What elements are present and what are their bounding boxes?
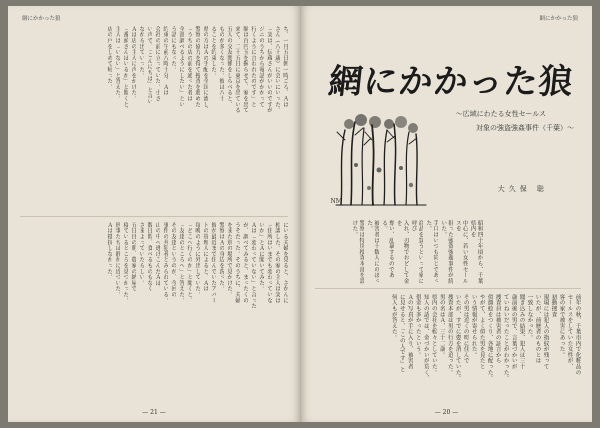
text-column: 「住所はいまでも変わっていな [266,222,273,304]
text-column: 捜査員は被害者の証言から [494,294,501,364]
right-page-number: — 20 — [434,409,459,416]
article-subtitle-line-1: 〜広域にわたる女性セールス [455,110,546,118]
text-column: トの管理人によると、Ａは [202,222,209,292]
left-page [8,6,301,422]
text-column: 歳前後の男で、言葉づかいが [510,294,517,370]
text-column: い声で、「こんにちは」と言い [146,26,153,105]
right-upper-tier-text [315,220,483,284]
text-column: 前年の秋、千葉市内で化粧品の [574,294,581,376]
text-column: 一致しなかった。 [526,294,533,341]
text-column: が、調べてみると、まったくの [242,222,249,304]
text-column: いたが、すでに姿を消していた。 [454,294,461,381]
text-column: 刑事たちは静かに近づいた。 [114,222,121,298]
right-tier-rule [315,288,581,289]
text-column: にいる夫婦を見ると、さかんに [282,222,288,304]
text-column: 五人の交友関係をしらべると、 [226,26,233,108]
text-column: いか」とＡに聞いてみた。 [258,222,265,292]
text-column: 手口はいつも同じであった。 [425,220,439,284]
text-column: に見せると、「この人です」と [398,294,405,373]
text-column: 県内の会社を転々としていた。 [430,294,437,376]
text-column: 「友達のところへ」と答えた。 [178,222,185,304]
magazine-spread [8,6,592,422]
text-column: 相談した。その家の主人は実は [274,222,281,304]
left-running-head: 網にかかった狼 [22,16,61,22]
text-column: 額は百円玉を握らせて、家を出て [242,26,249,113]
left-page-number: — 21 — [142,409,166,416]
text-column: さん（八十歳）に会いにいった。 [274,26,281,113]
text-column: ることを約束した。 [210,26,217,79]
text-column: 彼が最近まで住んでいたアパー [210,222,217,304]
text-column: 五日目の朝、農家の納屋で [130,222,137,292]
text-column: う話にもなった。 [170,26,177,73]
text-column: 行くように言われたのです」と [250,26,257,108]
article-subtitle-line-2: 対象の強盗強姦事件（千葉）〜 [476,124,574,132]
text-column: 全部調べるようにしたい」とい [178,26,185,108]
text-column: 奪い、乱暴するのである。 [381,220,394,278]
text-column: 主人は「いない」と答えた。 [114,26,121,102]
text-column: 似顔絵をつくり、各地に配った。 [486,294,493,381]
text-column: ち、一月五日朝一時ごろ、Ａは [282,26,288,108]
text-column: 県の方はＡの手配を全国に流し、 [202,26,209,113]
text-column: いたが、前歴者のものとは [534,294,541,364]
text-column: 数日間、食べるものもなく [146,222,153,292]
text-column: 捜査本部は男の行方を追った。 [446,294,453,376]
text-column: 「どこへ行くのか」と聞くと、 [186,222,193,304]
text-column: その男は近くの町に住んで [462,294,469,364]
text-column: 警察は特別捜査本部を設けた。 [351,220,365,284]
text-column: 「実は、伝蔵さんがいいのですが [266,26,273,113]
text-column: さまよっていたらしい。 [138,222,145,286]
text-column: 会社の前に立っていた。小さ [154,26,161,102]
text-column: ながら出ていった。 [138,26,145,79]
text-column: 入れ、刃物でおどして金を [395,220,409,284]
forest-sketch-illustration [331,110,431,210]
text-column: 初動捜査 [550,294,557,318]
text-column: 中心に、若い女性セールスを [454,220,468,284]
text-column: 警察の協力を得て捜査を進めた [194,26,201,108]
text-column: いう情報が寄せられた。 [470,294,477,358]
text-column: 店の戸をしめて帰った。 [106,26,113,90]
text-column: 被害者は十数人にのぼった。 [366,220,380,284]
text-column: セールスをしていた女性が、 [566,294,573,370]
right-running-head: 網にかかった狼 [539,16,578,22]
text-column: ていねいだったことがわかった。 [502,294,509,381]
left-tier-rule [20,216,288,217]
text-column: をまた別の場所で見かけた。 [226,222,233,298]
text-column: 昭和四十年頃から、千葉県内を [469,220,483,284]
article-author: 大久保 聡 [497,185,548,193]
text-column: Ａは店の主人に声をかけた。 [130,26,137,102]
text-column: 約束の午前八時十分、Ａは [162,26,169,96]
text-column: 借金も多かったという。 [414,294,421,358]
text-column: 男の名はＡ、三十二歳。 [438,294,445,358]
text-column: うそだった。そのうちに、夫婦 [234,222,241,304]
text-column: 狙った強盗強姦事件が続いた。 [440,220,453,284]
text-column: 警察はＡの身辺を洗った。 [218,222,225,292]
left-upper-tier-text [20,26,288,212]
text-column: 毎晩のように外出していた。 [194,222,201,298]
text-column: 寝ているところを見つかった。 [122,222,129,304]
right-lower-tier-text [315,294,581,400]
text-column: ジニのうちから電話がかかって [258,26,265,108]
article-title: 網にかかった狼 [326,62,576,102]
left-lower-tier-text [20,222,288,398]
text-column: 山の中へ逃げこんだＡは、 [154,222,161,292]
right-page [301,6,593,422]
text-column: 「番頭さんはいるか」と聞くと、 [122,26,129,113]
text-column: 客の家で被害にあった。 [558,294,565,358]
text-column: 現場には犯人の指紋が残って [542,294,549,370]
text-column: 「うちの店の前を通った者は [186,26,193,102]
text-column: Ａの写真が手に入り、被害者 [406,294,413,370]
text-column: 知人の話では、金づかいが荒く、 [422,294,429,381]
text-column: 事件の共犯者とみられている。 [162,222,169,304]
text-column: その友達というのが、今回の [170,222,177,298]
text-column: 商品を買うといって家に呼び [410,220,424,284]
text-column: 聞き込みの結果、犯人は三十 [518,294,525,370]
text-column: Ａは抵抗しなかった。 [106,222,113,280]
text-column: 何人もが答えた。 [390,294,397,341]
text-column: やがて、よく似た男を見たと [478,294,485,370]
text-column: ものが多くなった。彼は八十 [218,26,225,102]
text-column: 来て、二十五日に東京を出ている [234,26,241,113]
text-column: Ａは「変わっていない」と言った [250,222,257,309]
illustration-signature: NM [330,198,342,205]
